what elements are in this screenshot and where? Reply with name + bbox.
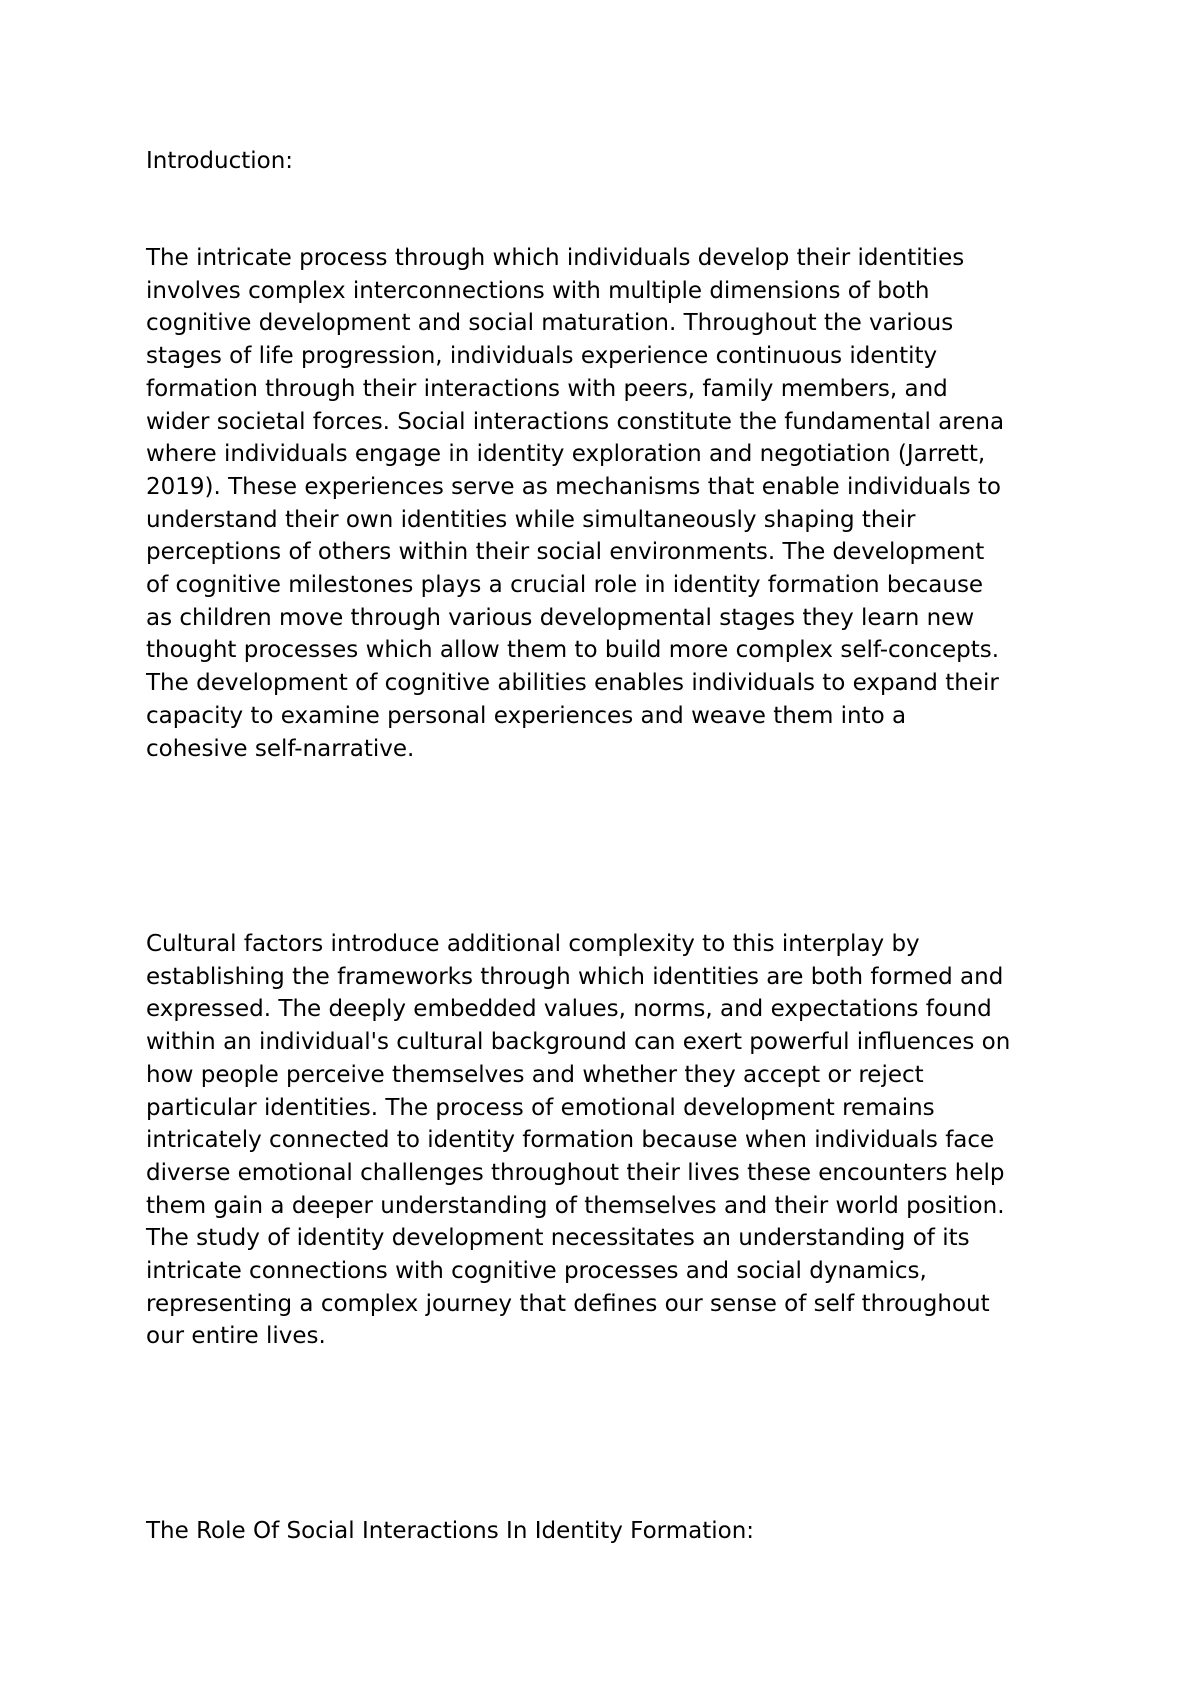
paragraph-line: cognitive development and social maturation. Throughout the various [146,310,954,337]
paragraph-line: capacity to examine personal experiences and weave them into a [146,702,907,729]
paragraph-line: intricately connected to identity formation because when individuals face [146,1127,995,1154]
paragraph-line: them gain a deeper understanding of themselves and their world position. [146,1192,1005,1219]
paragraph-line: within an individual's cultural background can exert powerful influences on [146,1029,1011,1056]
paragraph-line: as children move through various developmental stages they learn new [146,604,975,631]
intro-heading: Introduction: [146,148,294,174]
paragraph-line: wider societal forces. Social interactions constitute the fundamental arena [146,408,1005,435]
paragraph-line: intricate connections with cognitive processes and social dynamics, [146,1258,927,1285]
paragraph-line: our entire lives. [146,1323,326,1350]
paragraph-line: representing a complex journey that defines our sense of self throughout [146,1290,990,1317]
paragraph-line: The study of identity development necessitates an understanding of its [146,1225,970,1252]
paragraph-line: particular identities. The process of emotional development remains [146,1094,935,1121]
paragraph-line: 2019). These experiences serve as mechanisms that enable individuals to [146,473,1001,500]
paragraph-line: perceptions of others within their social environments. The development [146,539,985,566]
paragraph-line: The development of cognitive abilities enables individuals to expand their [146,670,999,697]
paragraph-line: Cultural factors introduce additional complexity to this interplay by [146,931,920,957]
paragraph-line: The intricate process through which individuals develop their identities [146,245,965,271]
paragraph-line: how people perceive themselves and whether they accept or reject [146,1061,924,1088]
paragraph-line: formation through their interactions with peers, family members, and [146,375,948,402]
paragraph-line: where individuals engage in identity exploration and negotiation (Jarrett, [146,441,986,468]
paragraph-line: establishing the frameworks through which identities are both formed and [146,963,1004,990]
paragraph-line: expressed. The deeply embedded values, norms, and expectations found [146,996,992,1023]
paragraph-line: understand their own identities while simultaneously shaping their [146,506,916,533]
paragraph-line: involves complex interconnections with multiple dimensions of both [146,277,930,304]
intro-paragraph [146,242,1076,765]
paragraph-line: cohesive self-narrative. [146,735,415,762]
paragraph-line: thought processes which allow them to build more complex self-concepts. [146,637,1000,664]
paragraph-line: stages of life progression, individuals experience continuous identity [146,343,938,370]
paragraph-line: diverse emotional challenges throughout their lives these encounters help [146,1159,1005,1186]
culture-paragraph [146,928,1076,1353]
paragraph-line: of cognitive milestones plays a crucial role in identity formation because [146,572,984,599]
section-heading: The Role Of Social Interactions In Identity Formation: [146,1518,755,1544]
